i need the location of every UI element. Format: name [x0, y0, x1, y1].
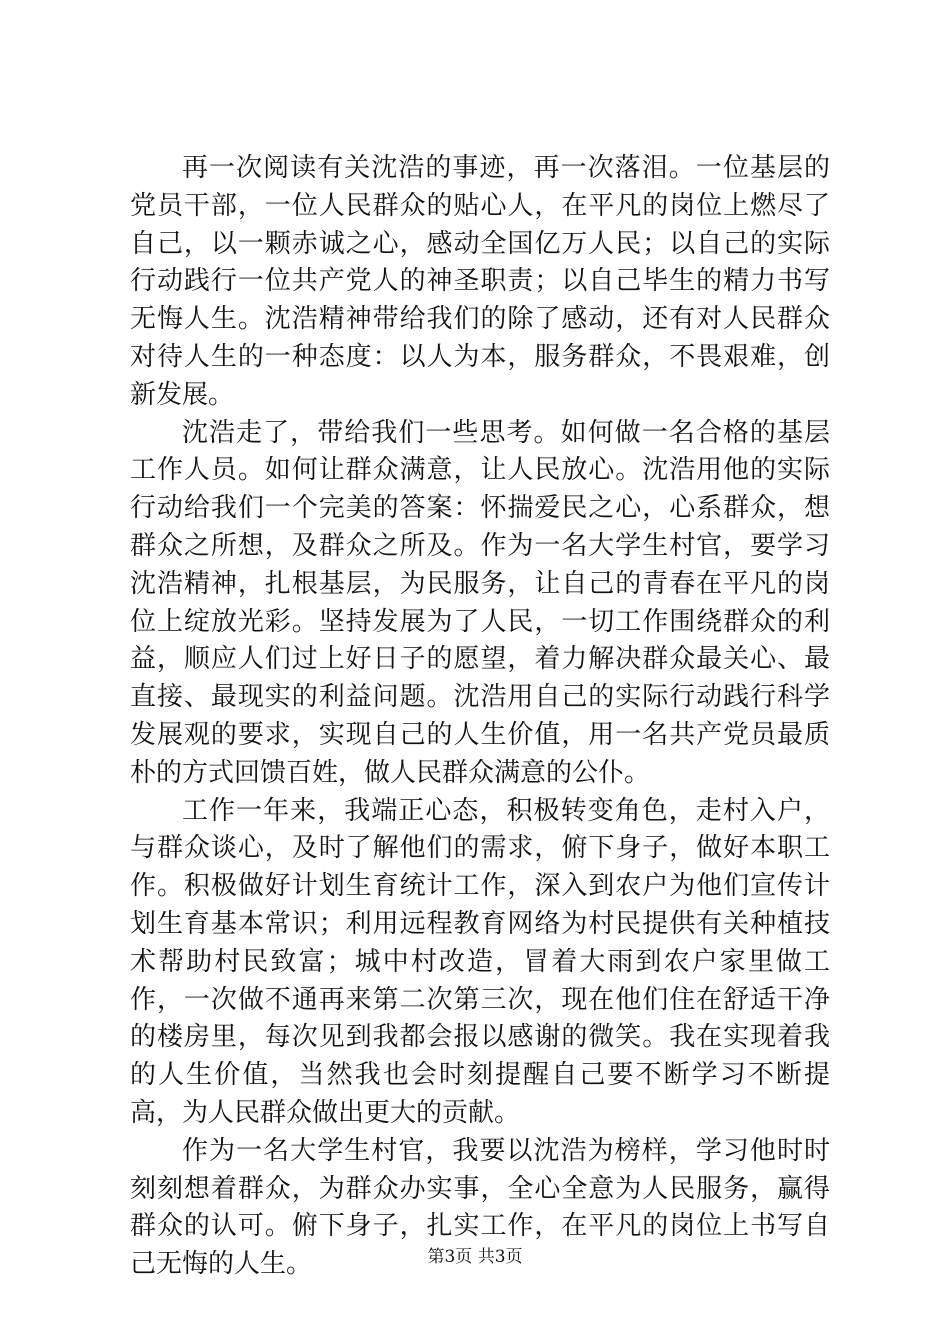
paragraph-4: 作为一名大学生村官，我要以沈浩为榜样，学习他时时刻刻想着群众，为群众办实事，全心全意为人民服务，赢得群众的认可。俯下身子，扎实工作，在平凡的岗位上书写自己无悔的人生。 — [130, 1135, 830, 1280]
paragraph-1: 再一次阅读有关沈浩的事迹，再一次落泪。一位基层的党员干部，一位人民群众的贴心人，在平凡的岗位上燃尽了自己，以一颗赤诚之心，感动全国亿万人民；以自己的实际行动践行一位共产党人的神圣职责；以自己毕生的精力书写无悔人生。沈浩精神带给我们的除了感动，还有对人民群众对待人生的一种态度：以人为本，服务群众，不畏艰难，创新发展。 — [130, 153, 830, 410]
paragraph-3: 工作一年来，我端正心态，积极转变角色，走村入户，与群众谈心，及时了解他们的需求，俯下身子，做好本职工作。积极做好计划生育统计工作，深入到农户为他们宣传计划生育基本常识；利用远程教育网络为村民提供有关种植技术帮助村民致富；城中村改造，冒着大雨到农户家里做工作，一次做不通再来第二次第三次，现在他们住在舒适干净的楼房里，每次见到我都会报以感谢的微笑。我在实现着我的人生价值，当然我也会时刻提醒自己要不断学习不断提高，为人民群众做出更大的贡献。 — [130, 795, 830, 1128]
page-number-footer: 第3页 共3页 — [427, 1247, 523, 1267]
document-body — [130, 150, 830, 1284]
paragraph-2: 沈浩走了，带给我们一些思考。如何做一名合格的基层工作人员。如何让群众满意，让人民放心。沈浩用他的实际行动给我们一个完美的答案：怀揣爱民之心，心系群众，想群众之所想，及群众之所及。作为一名大学生村官，要学习沈浩精神，扎根基层，为民服务，让自己的青春在平凡的岗位上绽放光彩。坚持发展为了人民，一切工作围绕群众的利益，顺应人们过上好日子的愿望，着力解决群众最关心、最直接、最现实的利益问题。沈浩用自己的实际行动践行科学发展观的要求，实现自己的人生价值，用一名共产党员最质朴的方式回馈百姓，做人民群众满意的公仆。 — [130, 417, 830, 788]
